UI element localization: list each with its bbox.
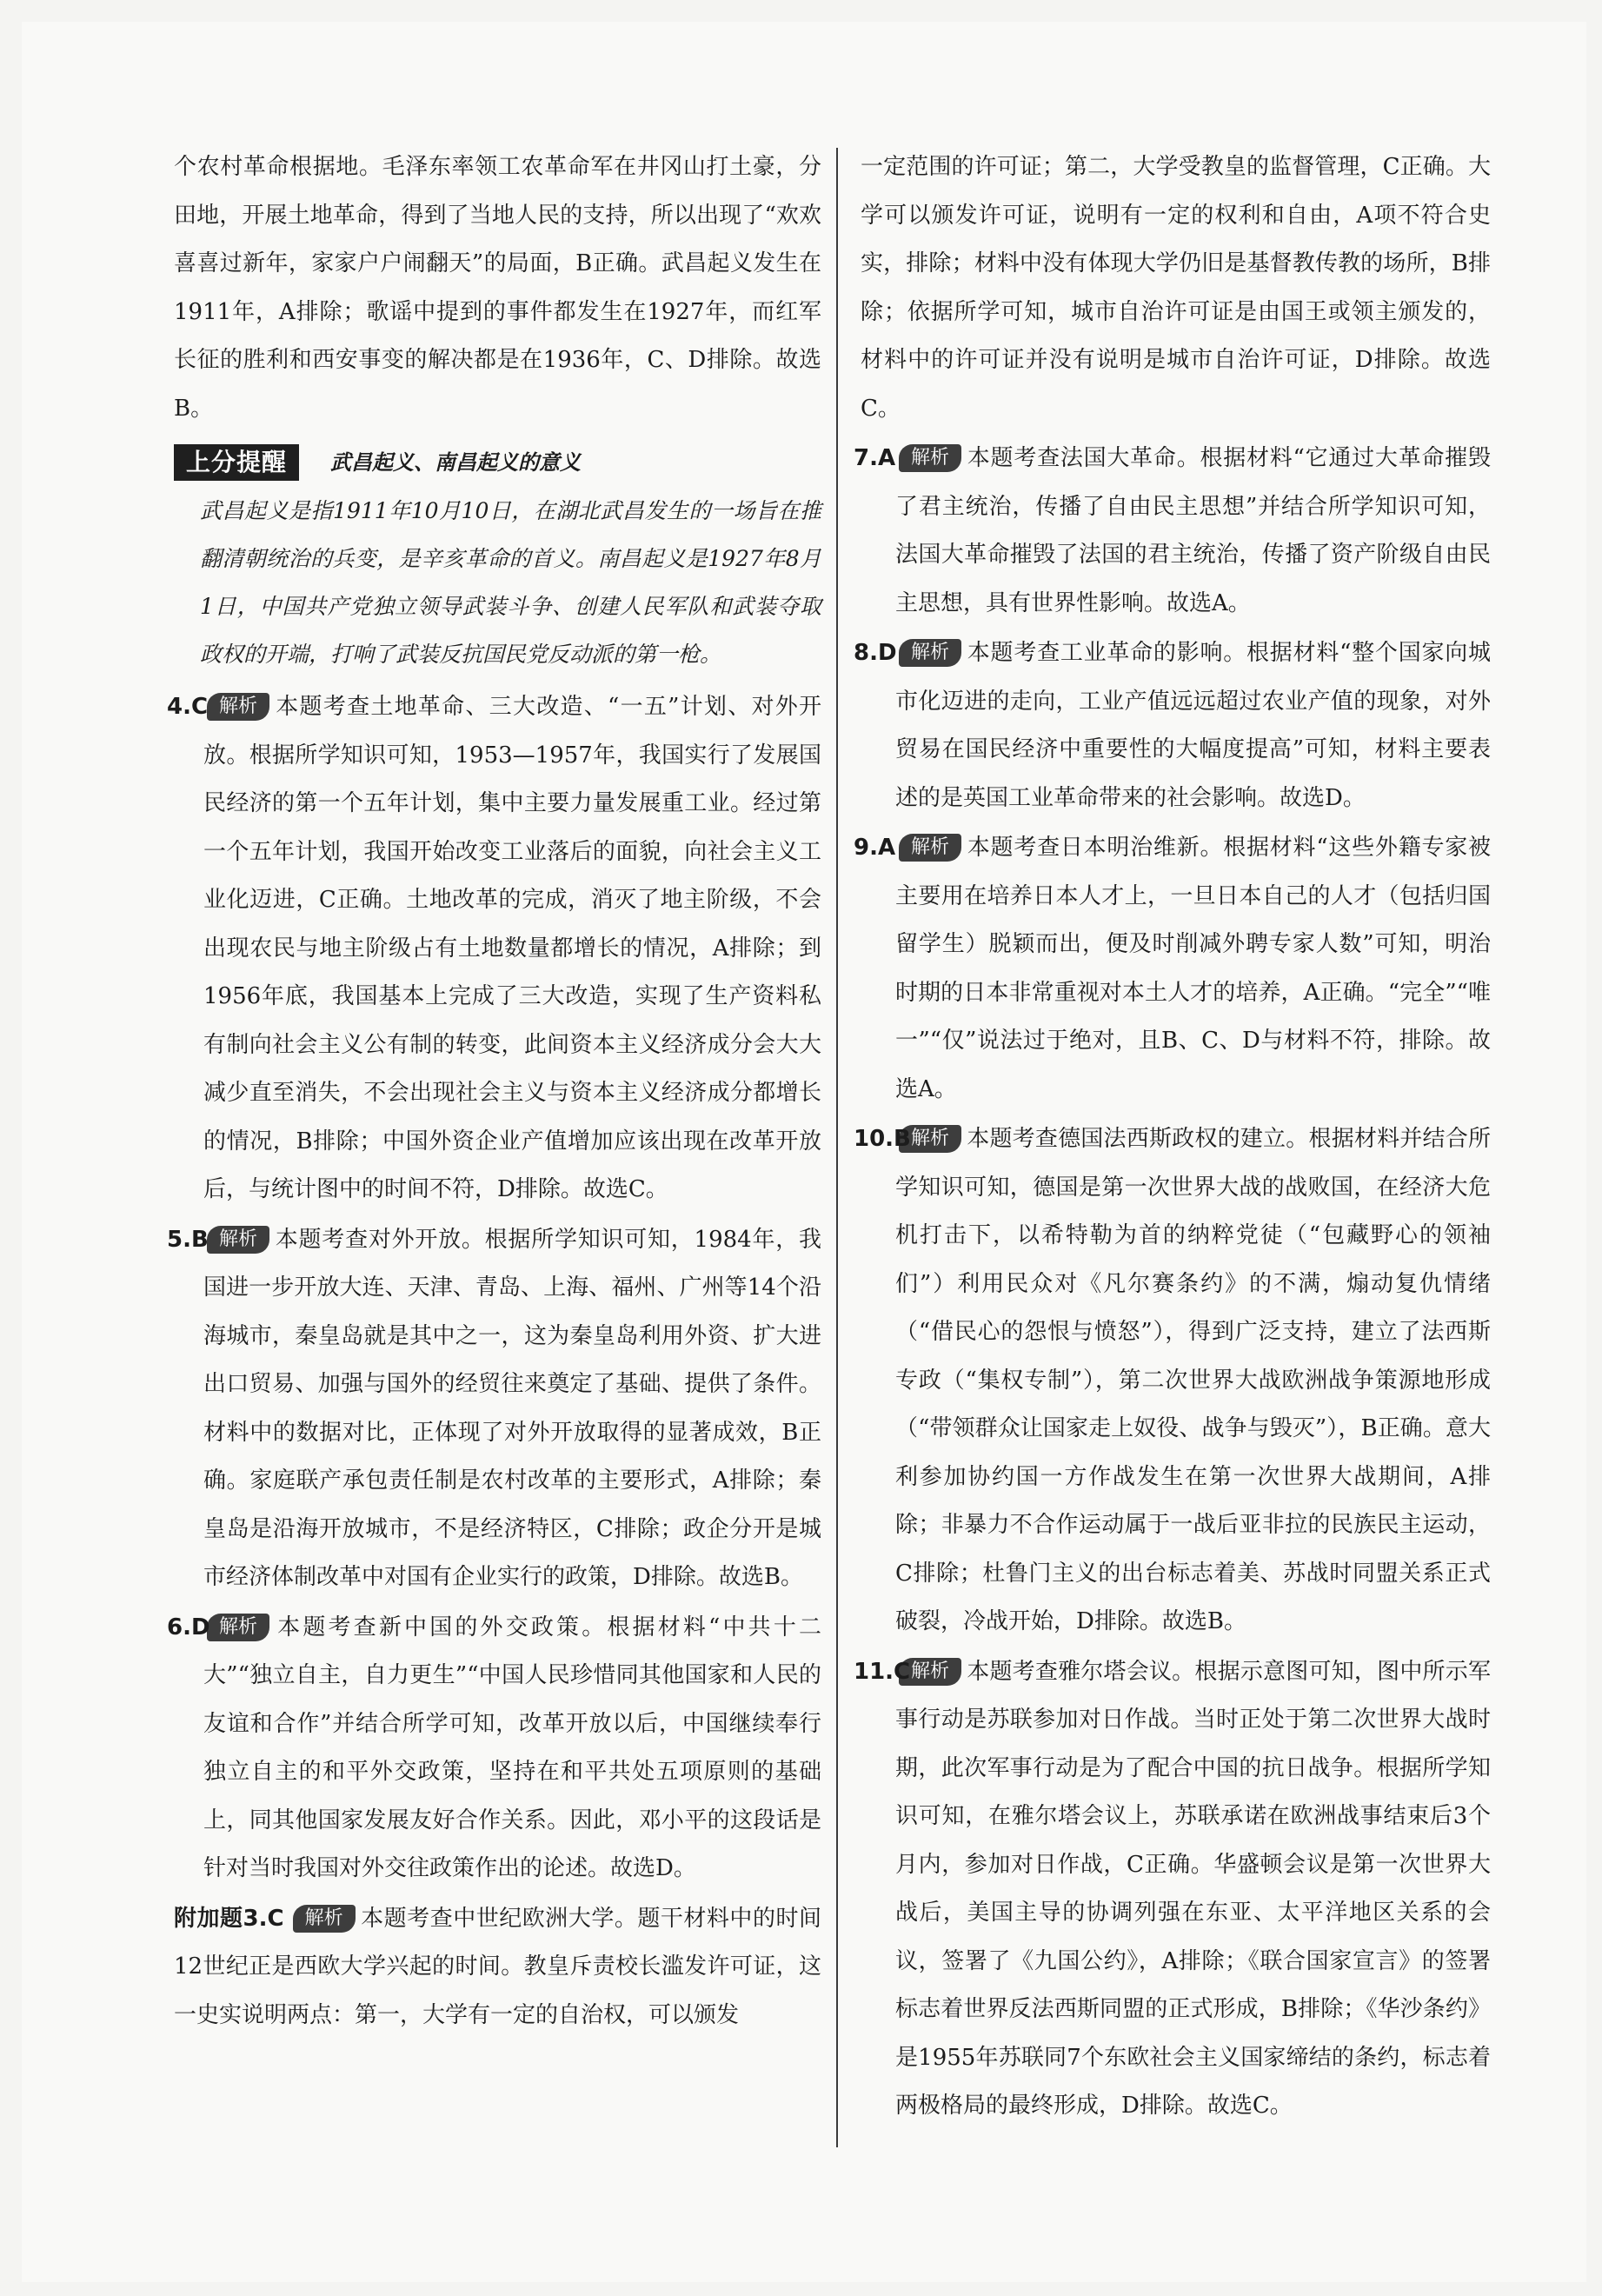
answer-text: 本题考查新中国的外交政策。根据材料“中共十二大”“独立自主，自力更生”“中国人民珍惜同其他国家和人民的友谊和合作”并结合所学可知，改革开放以后，中国继续奉行独立自主的和平外交政策，坚持在和平共处五项原则的基础上，同其他国家发展友好合作关系。因此，邓小平的这段话是针对当时我国对外交往政策作出的论述。故选D。 bbox=[203, 1614, 821, 1881]
analysis-badge: 解析 bbox=[899, 1658, 961, 1686]
answer-text: 本题考查日本明治维新。根据材料“这些外籍专家被主要用在培养日本人才上，一旦日本自己的人才（包括归国留学生）脱颖而出，便及时削减外聘专家人数”可知，明治时期的日本非常重视对本土人才的培养，A正确。“完全”“唯一”“仅”说法过于绝对，且B、C、D与材料不符，排除。故选A。 bbox=[895, 835, 1491, 1102]
answer-item-6 bbox=[167, 1604, 821, 1893]
answer-item-5 bbox=[167, 1216, 821, 1602]
right-intro-text: 一定范围的许可证；第二，大学受教皇的监督管理，C正确。大学可以颁发许可证，说明有一定的权利和自由，A项不符合史实，排除；材料中没有体现大学仍旧是基督教传教的场所，B排除；依据所学可知，城市自治许可证是由国王或领主颁发的，材料中的许可证并没有说明是城市自治许可证，D排除。故选C。 bbox=[861, 154, 1491, 422]
answer-text: 本题考查对外开放。根据所学知识可知，1984年，我国进一步开放大连、天津、青岛、上海、福州、广州等14个沿海城市，秦皇岛就是其中之一，这为秦皇岛利用外资、扩大进出口贸易、加强与国外的经贸往来奠定了基础、提供了条件。材料中的数据对比，正体现了对外开放取得的显著成效，B正确。家庭联产承包责任制是农村改革的主要形式，A排除；秦皇岛是沿海开放城市，不是经济特区，C排除；政企分开是城市经济体制改革中对国有企业实行的政策，D排除。故选B。 bbox=[203, 1226, 821, 1590]
score-tip-box bbox=[174, 443, 821, 678]
analysis-badge: 解析 bbox=[293, 1905, 356, 1933]
answer-number: 5.B bbox=[167, 1226, 209, 1253]
answer-number: 8.D bbox=[854, 640, 897, 666]
analysis-badge: 解析 bbox=[899, 639, 961, 667]
answer-item-11 bbox=[854, 1648, 1491, 2131]
score-tip-body: 武昌起义是指1911年10月10日，在湖北武昌发生的一场旨在推翻清朝统治的兵变，是辛亥革命的首义。南昌起义是1927年8月1日，中国共产党独立领导武装斗争、创建人民军队和武装夺取政权的开端，打响了武装反抗国民党反动派的第一枪。 bbox=[200, 498, 821, 667]
answer-item-9 bbox=[854, 824, 1491, 1114]
answer-item-8 bbox=[854, 629, 1491, 822]
answer-page bbox=[22, 22, 1586, 2282]
answer-text: 本题考查法国大革命。根据材料“它通过大革命摧毁了君主统治，传播了自由民主思想”并结合所学知识可知，法国大革命摧毁了法国的君主统治，传播了资产阶级自由民主思想，具有世界性影响。故选A。 bbox=[895, 445, 1491, 616]
answer-item-10 bbox=[854, 1115, 1491, 1647]
answer-number: 7.A bbox=[854, 445, 896, 471]
analysis-badge: 解析 bbox=[899, 834, 961, 862]
analysis-badge: 解析 bbox=[207, 693, 269, 721]
answer-text: 本题考查工业革命的影响。根据材料“整个国家向城市化迈进的走向，工业产值远远超过农业产值的现象，对外贸易在国民经济中重要性的大幅度提高”可知，材料主要表述的是英国工业革命带来的社会影响。故选D。 bbox=[895, 640, 1491, 811]
analysis-badge: 解析 bbox=[207, 1226, 269, 1254]
answer-text: 本题考查德国法西斯政权的建立。根据材料并结合所学知识可知，德国是第一次世界大战的战败国，在经济大危机打击下，以希特勒为首的纳粹党徒（“包藏野心的领袖们”）利用民众对《凡尔赛条约》的不满，煽动复仇情绪（“借民心的怨恨与愤怒”），得到广泛支持，建立了法西斯专政（“集权专制”），第二次世界大战欧洲战争策源地形成（“带领群众让国家走上奴役、战争与毁灭”），B正确。意大利参加协约国一方作战发生在第一次世界大战期间，A排除；非暴力不合作运动属于一战后亚非拉的民族民主运动，C排除；杜鲁门主义的出台标志着美、苏战时同盟关系正式破裂，冷战开始，D排除。故选B。 bbox=[895, 1126, 1491, 1634]
answer-number: 11.C bbox=[854, 1658, 911, 1685]
column-divider bbox=[836, 148, 838, 2147]
answer-text: 本题考查土地革命、三大改造、“一五”计划、对外开放。根据所学知识可知，1953—1957年，我国实行了发展国民经济的第一个五年计划，集中主要力量发展重工业。经过第一个五年计划，我国开始改变工业落后的面貌，向社会主义工业化迈进，C正确。土地改革的完成，消灭了地主阶级，不会出现农民与地主阶级占有土地数量都增长的情况，A排除；到1956年底，我国基本上完成了三大改造，实现了生产资料私有制向社会主义公有制的转变，此间资本主义经济成分会大大减少直至消失，不会出现社会主义与资本主义经济成分都增长的情况，B排除；中国外资企业产值增加应该出现在改革开放后，与统计图中的时间不符，D排除。故选C。 bbox=[203, 694, 821, 1202]
score-tip-label: 上分提醒 bbox=[174, 444, 299, 481]
analysis-badge: 解析 bbox=[207, 1614, 269, 1641]
analysis-badge: 解析 bbox=[899, 444, 961, 472]
score-tip-title: 武昌起义、南昌起义的意义 bbox=[330, 449, 582, 476]
answer-text: 本题考查雅尔塔会议。根据示意图可知，图中所示军事行动是苏联参加对日作战。当时正处于第二次世界大战时期，此次军事行动是为了配合中国的抗日战争。根据所学知识可知，在雅尔塔会议上，苏联承诺在欧洲战事结束后3个月内，参加对日作战，C正确。华盛顿会议是第一次世界大战后，美国主导的协调列强在东亚、太平洋地区关系的会议，签署了《九国公约》，A排除；《联合国家宣言》的签署标志着世界反法西斯同盟的正式形成，B排除；《华沙条约》是1955年苏联同7个东欧社会主义国家缔结的条约，标志着两极格局的最终形成，D排除。故选C。 bbox=[895, 1658, 1491, 2119]
left-column bbox=[167, 143, 821, 2040]
answer-number: 附加题3.C bbox=[174, 1905, 284, 1932]
answer-number: 4.C bbox=[167, 694, 209, 720]
answer-number: 6.D bbox=[167, 1614, 210, 1640]
answer-text: 本题考查中世纪欧洲大学。题干材料中的时间12世纪正是西欧大学兴起的时间。教皇斥责校长滥发许可证，这一史实说明两点：第一，大学有一定的自治权，可以颁发 bbox=[174, 1905, 821, 2028]
answer-item-bonus-3 bbox=[174, 1895, 821, 2040]
answer-number: 10.B bbox=[854, 1126, 911, 1152]
analysis-badge: 解析 bbox=[899, 1125, 961, 1153]
answer-number: 9.A bbox=[854, 835, 896, 861]
left-intro-text: 个农村革命根据地。毛泽东率领工农革命军在井冈山打土豪，分田地，开展土地革命，得到了当地人民的支持，所以出现了“欢欢喜喜过新年，家家户户闹翻天”的局面，B正确。武昌起义发生在1911年，A排除；歌谣中提到的事件都发生在1927年，而红军长征的胜利和西安事变的解决都是在1936年，C、D排除。故选B。 bbox=[174, 154, 821, 422]
answer-item-7 bbox=[854, 435, 1491, 628]
right-column bbox=[854, 143, 1491, 2131]
answer-item-4 bbox=[167, 683, 821, 1215]
score-tip-header bbox=[174, 443, 821, 482]
